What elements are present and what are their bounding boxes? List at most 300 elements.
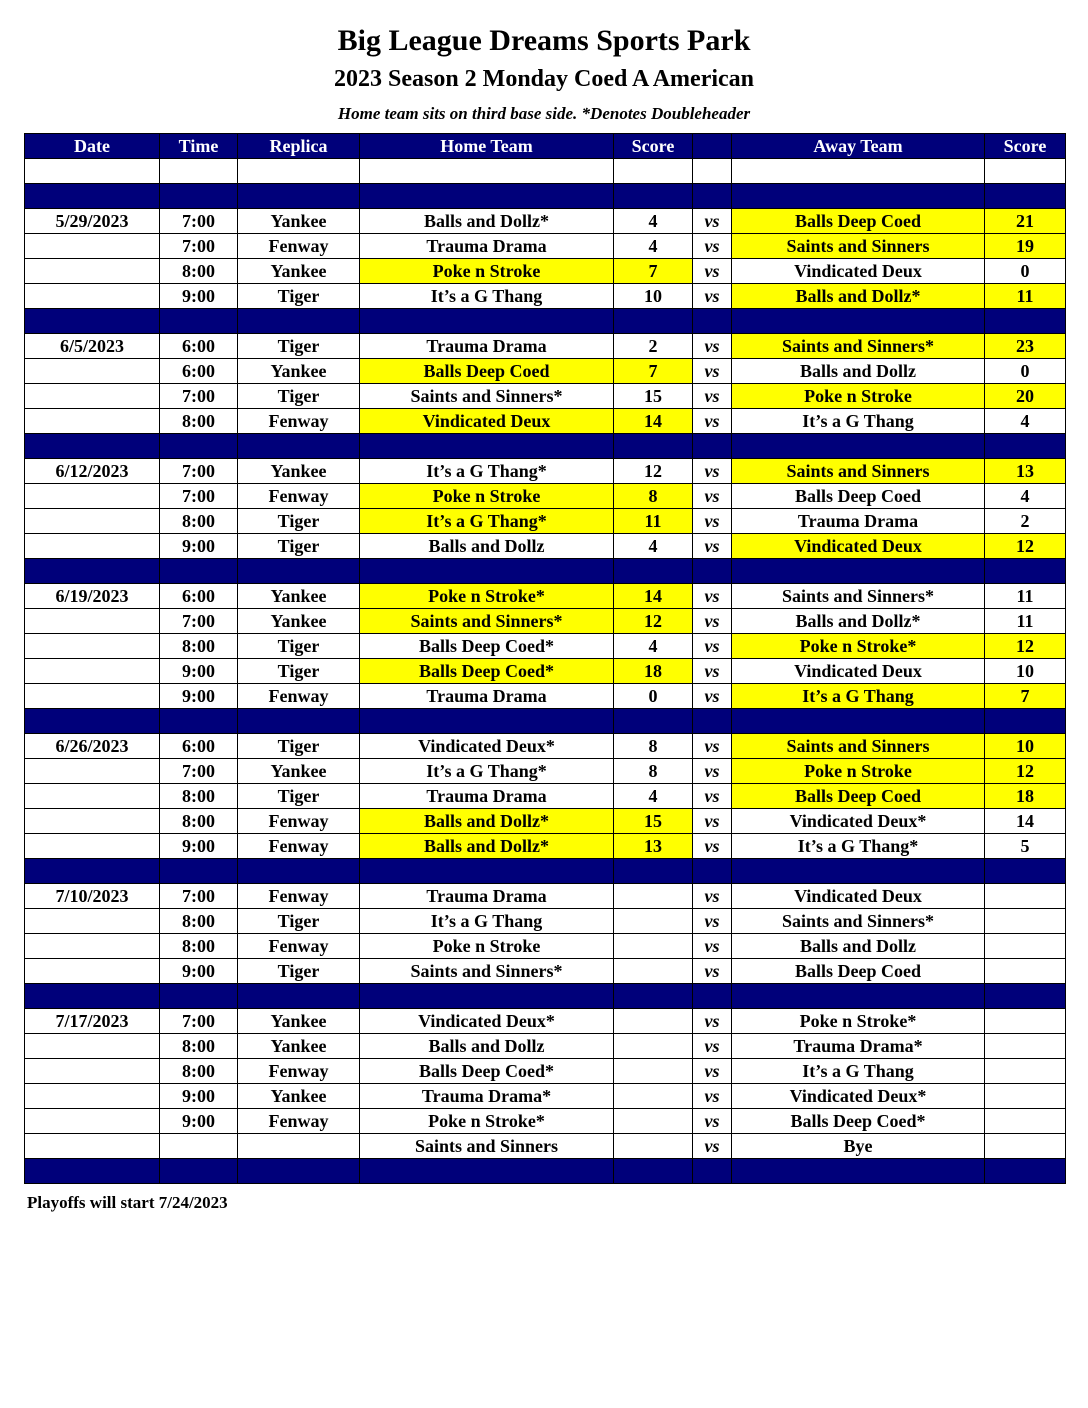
away-score: 4 [985,409,1066,434]
vs-label: vs [693,484,732,509]
game-date [25,409,160,434]
season-subtitle: 2023 Season 2 Monday Coed A American [333,66,755,92]
away-team: It’s a G Thang [732,409,985,434]
away-score: 20 [985,384,1066,409]
game-date [25,834,160,859]
vs-label: vs [693,1134,732,1159]
away-team: Balls Deep Coed [732,784,985,809]
away-team: It’s a G Thang [732,1059,985,1084]
home-score: 14 [614,584,693,609]
game-time: 9:00 [160,684,238,709]
away-score: 11 [985,584,1066,609]
vs-label: vs [693,834,732,859]
game-time [160,1134,238,1159]
page-title: Big League Dreams Sports Park [337,24,751,57]
vs-label: vs [693,234,732,259]
game-row [25,459,1066,484]
game-date [25,259,160,284]
home-team: It’s a G Thang* [360,459,614,484]
game-date: 7/10/2023 [25,884,160,909]
home-team: Balls and Dollz* [360,809,614,834]
away-score: 12 [985,759,1066,784]
home-score [614,1034,693,1059]
game-replica-field: Tiger [238,334,360,359]
game-replica-field: Yankee [238,359,360,384]
home-score: 18 [614,659,693,684]
game-date [25,609,160,634]
game-replica-field: Yankee [238,609,360,634]
home-team: Saints and Sinners [360,1134,614,1159]
game-time: 8:00 [160,934,238,959]
vs-label: vs [693,334,732,359]
doubleheader-note: Home team sits on third base side. *Denotes Doubleheader [337,104,751,123]
home-score: 12 [614,459,693,484]
game-time: 8:00 [160,909,238,934]
game-replica-field: Tiger [238,784,360,809]
away-team: Vindicated Deux [732,659,985,684]
game-time: 9:00 [160,1109,238,1134]
week-separator-row [25,1159,1066,1184]
game-replica-field: Fenway [238,234,360,259]
home-score: 8 [614,484,693,509]
week-separator-row [25,184,1066,209]
away-score [985,1109,1066,1134]
game-date [25,759,160,784]
home-score: 4 [614,784,693,809]
away-team: Balls Deep Coed [732,484,985,509]
vs-label: vs [693,284,732,309]
game-date [25,1109,160,1134]
col-header-vs [693,134,732,159]
away-score: 10 [985,734,1066,759]
game-row [25,909,1066,934]
game-date [25,909,160,934]
home-team: Saints and Sinners* [360,959,614,984]
home-team: Balls Deep Coed* [360,634,614,659]
home-score [614,959,693,984]
game-date [25,809,160,834]
game-date [25,1034,160,1059]
game-row [25,1034,1066,1059]
away-team: Saints and Sinners* [732,584,985,609]
home-score: 0 [614,684,693,709]
game-date [25,234,160,259]
week-separator-row [25,709,1066,734]
game-replica-field: Tiger [238,634,360,659]
away-score [985,959,1066,984]
game-time: 8:00 [160,409,238,434]
home-score: 12 [614,609,693,634]
away-team: Poke n Stroke* [732,634,985,659]
vs-label: vs [693,684,732,709]
game-replica-field: Fenway [238,1059,360,1084]
away-score: 7 [985,684,1066,709]
home-score: 10 [614,284,693,309]
home-team: Poke n Stroke* [360,1109,614,1134]
away-score: 2 [985,509,1066,534]
vs-label: vs [693,534,732,559]
game-date [25,534,160,559]
away-team: Balls Deep Coed [732,959,985,984]
away-team: Vindicated Deux* [732,809,985,834]
game-replica-field: Yankee [238,759,360,784]
game-row [25,784,1066,809]
game-replica-field: Tiger [238,959,360,984]
game-replica-field: Tiger [238,734,360,759]
home-score [614,1009,693,1034]
game-date [25,1134,160,1159]
game-time: 9:00 [160,534,238,559]
game-date [25,934,160,959]
game-replica-field: Yankee [238,584,360,609]
away-score: 11 [985,284,1066,309]
away-team: Saints and Sinners* [732,334,985,359]
game-time: 9:00 [160,834,238,859]
away-team: Saints and Sinners [732,234,985,259]
week-separator-row [25,434,1066,459]
vs-label: vs [693,934,732,959]
game-time: 8:00 [160,509,238,534]
game-replica-field: Tiger [238,534,360,559]
game-time: 7:00 [160,1009,238,1034]
game-date [25,384,160,409]
away-team: Balls Deep Coed [732,209,985,234]
vs-label: vs [693,634,732,659]
away-score: 23 [985,334,1066,359]
home-team: Balls and Dollz [360,534,614,559]
away-team: It’s a G Thang [732,684,985,709]
game-time: 7:00 [160,484,238,509]
vs-label: vs [693,734,732,759]
vs-label: vs [693,259,732,284]
game-row [25,209,1066,234]
home-team: Balls and Dollz [360,1034,614,1059]
home-score: 15 [614,384,693,409]
game-date [25,1059,160,1084]
away-team: Poke n Stroke* [732,1009,985,1034]
game-time: 7:00 [160,459,238,484]
playoffs-note: Playoffs will start 7/24/2023 [27,1193,228,1212]
game-date [25,684,160,709]
away-score: 19 [985,234,1066,259]
away-team: Vindicated Deux* [732,1084,985,1109]
game-date: 7/17/2023 [25,1009,160,1034]
away-team: Balls Deep Coed* [732,1109,985,1134]
home-team: It’s a G Thang* [360,509,614,534]
away-score: 18 [985,784,1066,809]
away-team: Balls and Dollz* [732,284,985,309]
away-score [985,934,1066,959]
game-replica-field: Yankee [238,259,360,284]
game-row [25,759,1066,784]
game-row [25,634,1066,659]
game-row [25,609,1066,634]
home-score [614,1084,693,1109]
game-row [25,809,1066,834]
game-replica-field: Yankee [238,1034,360,1059]
blank-row [25,159,1066,184]
game-row [25,734,1066,759]
game-replica-field: Fenway [238,1109,360,1134]
game-replica-field: Tiger [238,384,360,409]
vs-label: vs [693,1084,732,1109]
col-header-time: Time [160,134,238,159]
away-score [985,1059,1066,1084]
game-date [25,784,160,809]
game-row [25,509,1066,534]
home-team: Trauma Drama* [360,1084,614,1109]
game-date [25,509,160,534]
game-row [25,1084,1066,1109]
home-score: 2 [614,334,693,359]
col-header-date: Date [25,134,160,159]
home-score: 14 [614,409,693,434]
game-time: 6:00 [160,359,238,384]
vs-label: vs [693,909,732,934]
schedule-body [25,159,1066,1184]
game-date: 5/29/2023 [25,209,160,234]
game-time: 8:00 [160,784,238,809]
game-time: 8:00 [160,634,238,659]
home-team: Vindicated Deux [360,409,614,434]
home-score: 13 [614,834,693,859]
away-team: Saints and Sinners* [732,909,985,934]
game-time: 9:00 [160,659,238,684]
away-score: 0 [985,359,1066,384]
vs-label: vs [693,459,732,484]
vs-label: vs [693,659,732,684]
game-time: 6:00 [160,584,238,609]
game-time: 7:00 [160,609,238,634]
game-date [25,484,160,509]
col-header-away-score: Score [985,134,1066,159]
home-score: 4 [614,534,693,559]
home-team: Balls Deep Coed* [360,659,614,684]
home-team: Trauma Drama [360,334,614,359]
game-row [25,334,1066,359]
home-team: Poke n Stroke [360,484,614,509]
game-time: 9:00 [160,284,238,309]
week-separator-row [25,984,1066,1009]
home-team: Balls and Dollz* [360,209,614,234]
game-row [25,384,1066,409]
game-time: 6:00 [160,734,238,759]
home-score: 8 [614,734,693,759]
away-team: It’s a G Thang* [732,834,985,859]
game-replica-field: Fenway [238,809,360,834]
home-team: It’s a G Thang [360,284,614,309]
game-row [25,234,1066,259]
col-header-away-team: Away Team [732,134,985,159]
game-row [25,1009,1066,1034]
home-score: 4 [614,209,693,234]
week-separator-row [25,859,1066,884]
away-score: 10 [985,659,1066,684]
home-score: 4 [614,634,693,659]
home-team: Poke n Stroke* [360,584,614,609]
game-date [25,634,160,659]
home-team: It’s a G Thang [360,909,614,934]
home-score [614,909,693,934]
game-row [25,284,1066,309]
away-team: Trauma Drama* [732,1034,985,1059]
game-date: 6/5/2023 [25,334,160,359]
away-team: Balls and Dollz [732,359,985,384]
vs-label: vs [693,959,732,984]
home-team: Vindicated Deux* [360,1009,614,1034]
col-header-home-score: Score [614,134,693,159]
away-score: 13 [985,459,1066,484]
game-time: 7:00 [160,759,238,784]
home-team: Trauma Drama [360,784,614,809]
away-score [985,884,1066,909]
game-replica-field: Yankee [238,459,360,484]
game-replica-field: Tiger [238,659,360,684]
game-replica-field: Tiger [238,509,360,534]
away-team: Vindicated Deux [732,534,985,559]
col-header-home-team: Home Team [360,134,614,159]
game-row [25,484,1066,509]
away-score [985,1084,1066,1109]
game-replica-field: Fenway [238,409,360,434]
away-team: Vindicated Deux [732,884,985,909]
game-time: 8:00 [160,809,238,834]
home-team: Trauma Drama [360,684,614,709]
away-team: Trauma Drama [732,509,985,534]
vs-label: vs [693,509,732,534]
vs-label: vs [693,609,732,634]
game-row [25,1134,1066,1159]
home-score [614,934,693,959]
home-team: Trauma Drama [360,884,614,909]
home-team: Saints and Sinners* [360,384,614,409]
game-time: 7:00 [160,234,238,259]
game-time: 8:00 [160,1059,238,1084]
away-score [985,909,1066,934]
vs-label: vs [693,359,732,384]
vs-label: vs [693,784,732,809]
col-header-replica: Replica [238,134,360,159]
home-score: 8 [614,759,693,784]
home-team: Trauma Drama [360,234,614,259]
away-team: Saints and Sinners [732,459,985,484]
away-score [985,1134,1066,1159]
game-row [25,534,1066,559]
home-score [614,884,693,909]
vs-label: vs [693,1109,732,1134]
away-team: Vindicated Deux [732,259,985,284]
game-replica-field: Fenway [238,834,360,859]
home-score: 11 [614,509,693,534]
home-team: Vindicated Deux* [360,734,614,759]
vs-label: vs [693,1009,732,1034]
away-score [985,1034,1066,1059]
week-separator-row [25,309,1066,334]
game-time: 7:00 [160,884,238,909]
game-time: 8:00 [160,259,238,284]
game-row [25,934,1066,959]
game-row [25,684,1066,709]
game-replica-field: Tiger [238,284,360,309]
game-replica-field: Yankee [238,1084,360,1109]
game-replica-field: Yankee [238,1009,360,1034]
game-replica-field: Fenway [238,484,360,509]
game-row [25,259,1066,284]
vs-label: vs [693,1034,732,1059]
schedule-table [24,133,1066,1184]
away-team: Bye [732,1134,985,1159]
game-date [25,1084,160,1109]
game-row [25,1109,1066,1134]
game-time: 8:00 [160,1034,238,1059]
home-team: Balls Deep Coed* [360,1059,614,1084]
away-team: Balls and Dollz* [732,609,985,634]
game-row [25,1059,1066,1084]
game-row [25,834,1066,859]
game-date [25,284,160,309]
vs-label: vs [693,759,732,784]
home-score [614,1134,693,1159]
header-row [25,134,1066,159]
game-row [25,584,1066,609]
game-date: 6/26/2023 [25,734,160,759]
away-score: 5 [985,834,1066,859]
away-score: 12 [985,534,1066,559]
home-team: It’s a G Thang* [360,759,614,784]
game-row [25,884,1066,909]
vs-label: vs [693,384,732,409]
game-time: 9:00 [160,959,238,984]
game-time: 6:00 [160,334,238,359]
home-team: Saints and Sinners* [360,609,614,634]
away-team: Poke n Stroke [732,384,985,409]
vs-label: vs [693,584,732,609]
away-score: 12 [985,634,1066,659]
game-row [25,659,1066,684]
away-team: Saints and Sinners [732,734,985,759]
home-team: Balls and Dollz* [360,834,614,859]
game-replica-field: Fenway [238,684,360,709]
away-team: Poke n Stroke [732,759,985,784]
away-score [985,1009,1066,1034]
game-date: 6/12/2023 [25,459,160,484]
away-team: Balls and Dollz [732,934,985,959]
vs-label: vs [693,409,732,434]
game-replica-field: Yankee [238,209,360,234]
game-date [25,959,160,984]
vs-label: vs [693,209,732,234]
game-date: 6/19/2023 [25,584,160,609]
home-score: 7 [614,359,693,384]
game-replica-field: Tiger [238,909,360,934]
game-row [25,959,1066,984]
home-team: Poke n Stroke [360,259,614,284]
game-date [25,659,160,684]
game-time: 7:00 [160,384,238,409]
home-team: Balls Deep Coed [360,359,614,384]
home-score: 7 [614,259,693,284]
game-replica-field: Fenway [238,884,360,909]
away-score: 4 [985,484,1066,509]
week-separator-row [25,559,1066,584]
game-replica-field: Fenway [238,934,360,959]
game-replica-field [238,1134,360,1159]
away-score: 0 [985,259,1066,284]
home-score [614,1059,693,1084]
game-row [25,409,1066,434]
away-score: 14 [985,809,1066,834]
vs-label: vs [693,1059,732,1084]
